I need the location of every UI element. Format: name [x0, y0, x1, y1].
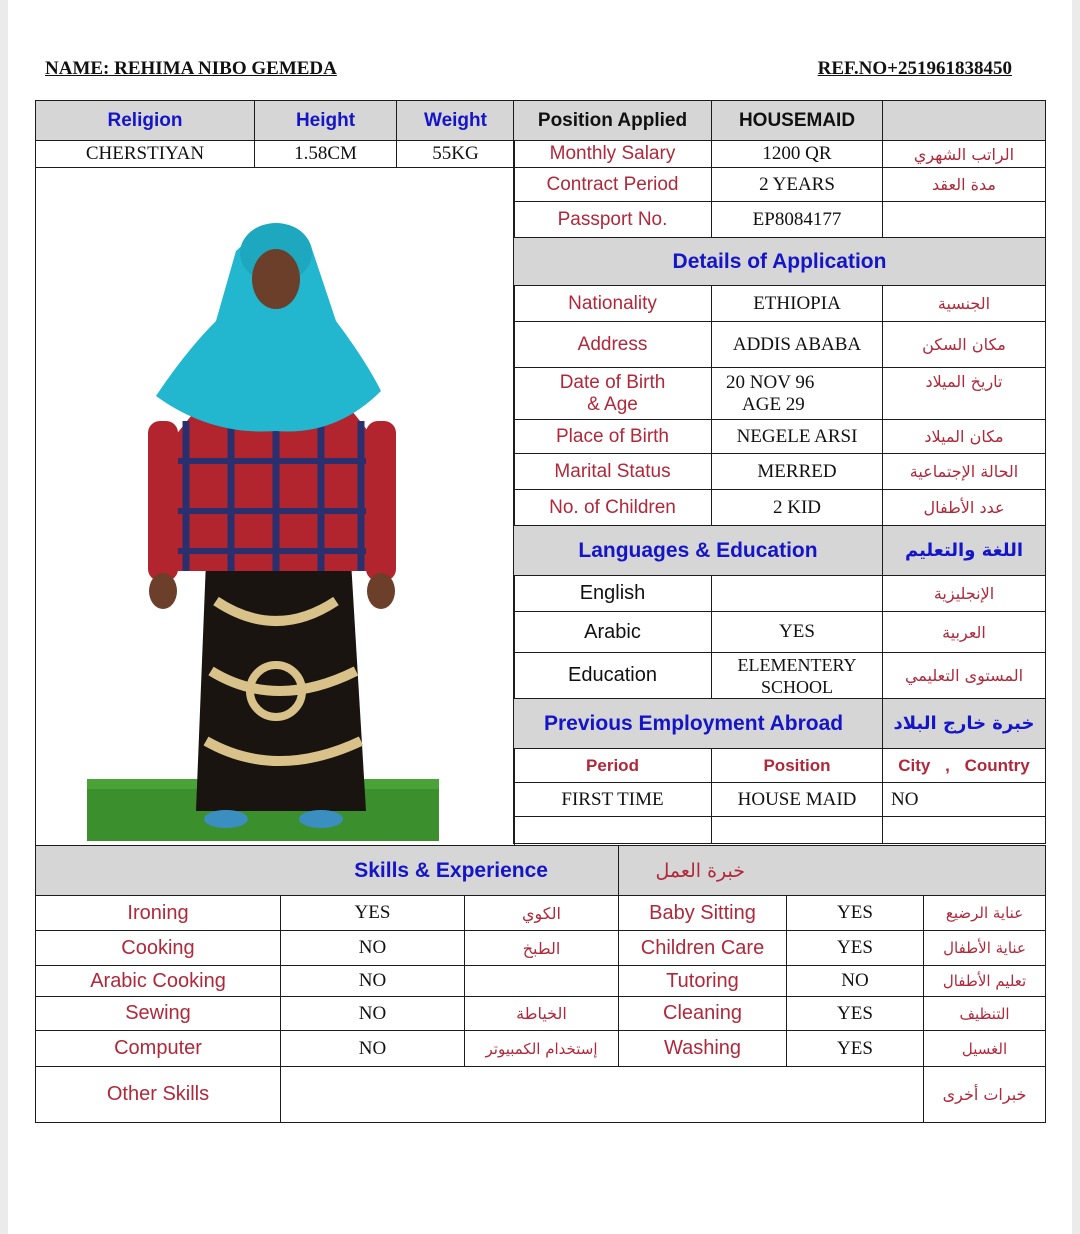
skill-computer-value: NO — [281, 1031, 465, 1067]
salary-value: 1200 QR — [712, 141, 883, 168]
skill-cooking-value: NO — [281, 931, 465, 966]
address-label: Address — [514, 322, 712, 368]
skill-arabiccooking-arabic — [465, 966, 619, 997]
skill-ironing-label: Ironing — [36, 896, 281, 931]
period-header: Period — [514, 749, 712, 783]
skill-washing-value: YES — [787, 1031, 924, 1067]
weight-value: 55KG — [397, 141, 515, 168]
period-value: FIRST TIME — [514, 783, 712, 817]
education-value — [712, 653, 883, 699]
skill-row — [36, 896, 1046, 931]
skill-row — [36, 931, 1046, 966]
height-value: 1.58CM — [255, 141, 397, 168]
other-skills-value — [281, 1067, 924, 1123]
skill-washing-arabic: الغسيل — [924, 1031, 1046, 1067]
education-label: Education — [514, 653, 712, 699]
skill-cooking-label: Cooking — [36, 931, 281, 966]
dob-value-line2: AGE 29 — [742, 393, 805, 415]
skill-sewing-value: NO — [281, 997, 465, 1031]
arabic-value: YES — [712, 612, 883, 653]
marital-arabic: الحالة الإجتماعية — [883, 454, 1046, 490]
skills-title-arabic: خبرة العمل — [619, 846, 1046, 896]
skills-title: Skills & Experience — [36, 846, 619, 896]
details-title: Details of Application — [514, 238, 1046, 286]
address-arabic: مكان السكن — [883, 322, 1046, 368]
candidate-name: NAME: REHIMA NIBO GEMEDA — [45, 58, 337, 79]
languages-title-arabic: اللغة والتعليم — [883, 526, 1046, 576]
skill-row — [36, 1031, 1046, 1067]
city-country-header — [883, 749, 1046, 783]
other-skills-arabic: خبرات أخرى — [924, 1067, 1046, 1123]
passport-value: EP8084177 — [712, 202, 883, 238]
personal-info-table — [35, 100, 515, 846]
skill-ironing-arabic: الكوي — [465, 896, 619, 931]
skill-tutoring-arabic: تعليم الأطفال — [924, 966, 1046, 997]
skill-computer-arabic: إستخدام الكمبيوتر — [465, 1031, 619, 1067]
skill-computer-label: Computer — [36, 1031, 281, 1067]
skill-row — [36, 997, 1046, 1031]
address-value: ADDIS ABABA — [712, 322, 883, 368]
skill-childrencare-label: Children Care — [619, 931, 787, 966]
dob-label-line2: & Age — [587, 393, 638, 415]
passport-label: Passport No. — [514, 202, 712, 238]
contract-label: Contract Period — [514, 168, 712, 202]
pob-value: NEGELE ARSI — [712, 420, 883, 454]
education-value-line2: SCHOOL — [760, 676, 833, 697]
country-value: NO — [883, 783, 1046, 817]
height-label: Height — [255, 101, 397, 141]
english-value — [712, 576, 883, 612]
education-value-line1: ELEMENTERY — [737, 654, 857, 675]
english-label: English — [514, 576, 712, 612]
skill-cooking-arabic: الطبخ — [465, 931, 619, 966]
skill-cleaning-arabic: التنظيف — [924, 997, 1046, 1031]
salary-label: Monthly Salary — [514, 141, 712, 168]
salary-arabic: الراتب الشهري — [883, 141, 1046, 168]
arabic-label: Arabic — [514, 612, 712, 653]
children-arabic: عدد الأطفال — [883, 490, 1046, 526]
children-label: No. of Children — [514, 490, 712, 526]
skill-tutoring-label: Tutoring — [619, 966, 787, 997]
english-arabic: الإنجليزية — [883, 576, 1046, 612]
pob-label: Place of Birth — [514, 420, 712, 454]
marital-value: MERRED — [712, 454, 883, 490]
nationality-arabic: الجنسية — [883, 286, 1046, 322]
employment-title: Previous Employment Abroad — [514, 699, 883, 749]
pob-arabic: مكان الميلاد — [883, 420, 1046, 454]
skill-babysitting-label: Baby Sitting — [619, 896, 787, 931]
skill-washing-label: Washing — [619, 1031, 787, 1067]
skill-childrencare-arabic: عناية الأطفال — [924, 931, 1046, 966]
skills-table — [35, 845, 1046, 1123]
dob-label-line1: Date of Birth — [559, 371, 666, 393]
skill-row — [36, 966, 1046, 997]
languages-title: Languages & Education — [514, 526, 883, 576]
contract-value: 2 YEARS — [712, 168, 883, 202]
cv-page — [8, 0, 1072, 1234]
skill-cleaning-value: YES — [787, 997, 924, 1031]
weight-label: Weight — [397, 101, 515, 141]
dob-label — [514, 368, 712, 420]
application-details-table — [513, 100, 1046, 844]
skill-babysitting-arabic: عناية الرضيع — [924, 896, 1046, 931]
passport-arabic — [883, 202, 1046, 238]
skill-tutoring-value: NO — [787, 966, 924, 997]
skill-arabiccooking-label: Arabic Cooking — [36, 966, 281, 997]
dob-value-line1: 20 NOV 96 — [726, 371, 815, 393]
skill-cleaning-label: Cleaning — [619, 997, 787, 1031]
candidate-photo — [36, 171, 506, 843]
position-header: Position — [712, 749, 883, 783]
photo-cell — [36, 168, 515, 846]
country-header: Country — [964, 755, 1030, 775]
contract-arabic: مدة العقد — [883, 168, 1046, 202]
employment-empty-3 — [883, 817, 1046, 844]
employment-empty-1 — [514, 817, 712, 844]
other-skills-label: Other Skills — [36, 1067, 281, 1123]
skill-arabiccooking-value: NO — [281, 966, 465, 997]
religion-value: CHERSTIYAN — [36, 141, 255, 168]
city-country-separator: , — [945, 755, 950, 775]
skill-childrencare-value: YES — [787, 931, 924, 966]
dob-value — [712, 368, 883, 420]
dob-arabic: تاريخ الميلاد — [883, 368, 1046, 420]
skill-babysitting-value: YES — [787, 896, 924, 931]
city-header: City — [898, 755, 931, 775]
skill-sewing-arabic: الخياطة — [465, 997, 619, 1031]
employment-empty-2 — [712, 817, 883, 844]
marital-label: Marital Status — [514, 454, 712, 490]
position-applied-value: HOUSEMAID — [712, 101, 883, 141]
skill-ironing-value: YES — [281, 896, 465, 931]
position-applied-empty — [883, 101, 1046, 141]
education-arabic: المستوى التعليمي — [883, 653, 1046, 699]
nationality-label: Nationality — [514, 286, 712, 322]
arabic-arabic: العربية — [883, 612, 1046, 653]
position-applied-label: Position Applied — [514, 101, 712, 141]
religion-label: Religion — [36, 101, 255, 141]
reference-number: REF.NO+251961838450 — [817, 58, 1012, 79]
nationality-value: ETHIOPIA — [712, 286, 883, 322]
children-value: 2 KID — [712, 490, 883, 526]
employment-title-arabic: خبرة خارج البلاد — [883, 699, 1046, 749]
position-value: HOUSE MAID — [712, 783, 883, 817]
skill-sewing-label: Sewing — [36, 997, 281, 1031]
